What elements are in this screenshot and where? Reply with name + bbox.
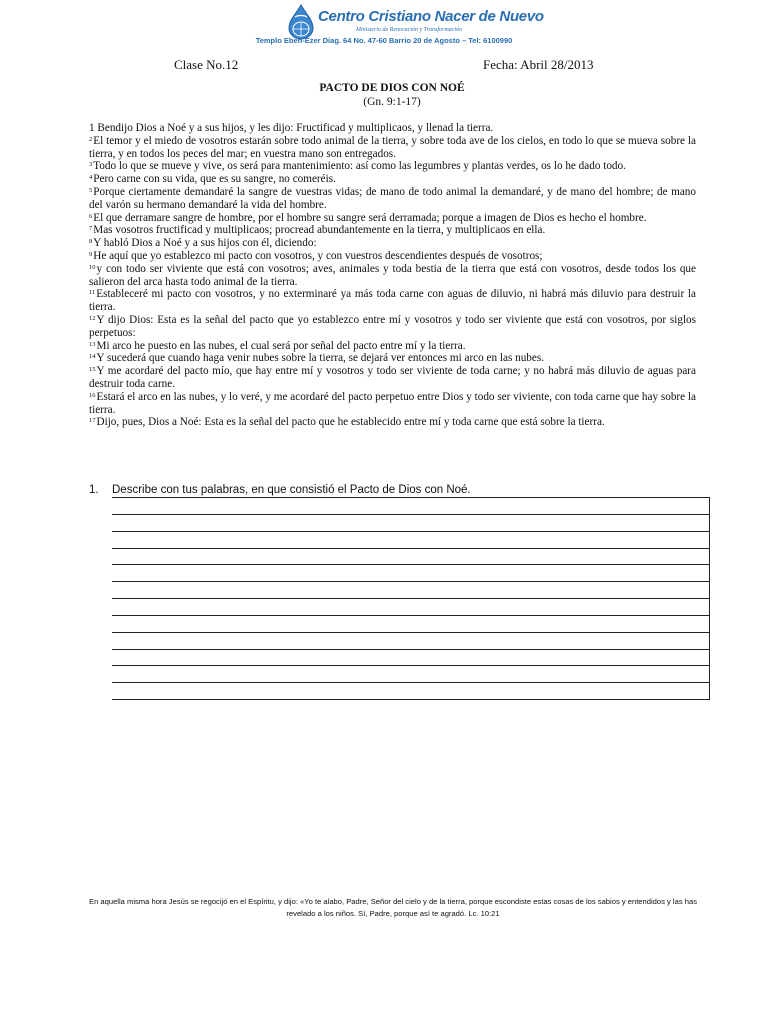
verse	[89, 237, 696, 250]
class-number: Clase No.12	[174, 57, 239, 72]
verse-number: 15	[89, 366, 96, 374]
verse-number: 6	[89, 212, 93, 220]
verse	[89, 340, 696, 353]
question-number: 1.	[89, 484, 99, 496]
verse-text: Estará el arco en las nubes, y lo veré, y me acordaré del pacto perpetuo entre Dios y todo ser viviente, con toda carne que hay sobre la tierra.	[89, 390, 696, 416]
answer-line[interactable]	[112, 632, 709, 633]
verse	[89, 365, 696, 391]
verse	[89, 212, 696, 225]
verse-text: Mas vosotros fructificad y multiplicaos; procread abundantemente en la tierra, y multiplicaos en ella.	[93, 224, 546, 237]
org-name: Centro Cristiano Nacer de Nuevo	[318, 8, 544, 25]
verse-text: Dijo, pues, Dios a Noé: Esta es la señal del pacto que he establecido entre mí y toda carne que está sobre la tierra.	[96, 416, 605, 429]
verse	[89, 352, 696, 365]
verse-number: 5	[89, 186, 93, 194]
verse-text: Pero carne con su vida, que es su sangre, no comeréis.	[93, 173, 336, 186]
verse-text: Y dijo Dios: Esta es la señal del pacto que yo establezco entre mí y vosotros y todo ser viviente que está con vosotros, por siglos perpetuos:	[89, 313, 696, 339]
verse	[89, 173, 696, 186]
verse-number: 2	[89, 135, 93, 143]
verse	[89, 122, 696, 135]
answer-line[interactable]	[112, 682, 709, 683]
verse-number: 12	[89, 314, 96, 322]
verse-text: Mi arco he puesto en las nubes, el cual será por señal del pacto entre mí y la tierra.	[96, 339, 466, 352]
answer-line[interactable]	[112, 548, 709, 549]
verse-text: Todo lo que se mueve y vive, os será para mantenimiento: así como las legumbres y plantas verdes, os lo he dado todo.	[93, 160, 626, 173]
question-text: Describe con tus palabras, en que consistió el Pacto de Dios con Noé.	[112, 484, 471, 496]
verse-number: 17	[89, 417, 96, 425]
answer-line[interactable]	[112, 699, 709, 700]
verse-number: 7	[89, 225, 93, 233]
answer-line[interactable]	[112, 649, 709, 650]
water-drop-globe-icon	[284, 4, 318, 40]
verse-number: 9	[89, 250, 93, 258]
verse-number: 3	[89, 161, 93, 169]
org-subtitle: Ministerio de Renovación y Transformación	[356, 27, 462, 33]
answer-line[interactable]	[112, 497, 709, 498]
answer-line[interactable]	[112, 514, 709, 515]
date: Fecha: Abril 28/2013	[483, 57, 594, 72]
header	[0, 0, 768, 50]
verse	[89, 160, 696, 173]
answer-lines[interactable]	[112, 497, 710, 700]
verse	[89, 186, 696, 212]
answer-line[interactable]	[112, 564, 709, 565]
verse-text: Estableceré mi pacto con vosotros, y no exterminaré ya más toda carne con aguas de diluvio, ni habrá más diluvio para destruir la tierra.	[89, 288, 696, 314]
verse	[89, 135, 696, 161]
page-title: PACTO DE DIOS CON NOÉ	[319, 82, 465, 94]
verse-number: 1	[89, 122, 95, 134]
verse-number: 13	[89, 340, 96, 348]
verse-text: Y sucederá que cuando haga venir nubes sobre la tierra, se dejará ver entonces mi arco en las nubes.	[96, 352, 545, 365]
verse-text: Porque ciertamente demandaré la sangre de vuestras vidas; de mano de todo animal la demandaré, y de mano del hombre; de mano del varón su hermano demandaré la vida del hombre.	[89, 185, 696, 211]
answer-line[interactable]	[112, 581, 709, 582]
verse-number: 16	[89, 391, 96, 399]
bible-reference: (Gn. 9:1-17)	[363, 96, 421, 108]
verse-number: 11	[89, 289, 96, 297]
verse	[89, 224, 696, 237]
footer-verse: En aquella misma hora Jesús se regocijó en el Espíritu, y dijo: «Yo te alabo, Padre, Señor del cielo y de la tierra, porque escondiste estas cosas de los sabios y entendidos y las has revelado a los niños. Sí, Padre, porque así te agradó. Lc. 10:21	[89, 897, 697, 918]
verse	[89, 288, 696, 314]
answer-line[interactable]	[112, 598, 709, 599]
verse-text: y con todo ser viviente que está con vosotros; aves, animales y toda bestia de la tierra que está con vosotros, desde todos los que salieron del arca hasta todo animal de la tierra.	[89, 262, 696, 288]
verse-text: Bendijo Dios a Noé y a sus hijos, y les dijo: Fructificad y multiplicaos, y llenad la tierra.	[97, 122, 494, 134]
verse-number: 14	[89, 353, 96, 361]
verse-text: Y me acordaré del pacto mío, que hay entre mí y vosotros y todo ser viviente de toda carne; y no habrá más diluvio de aguas para destruir toda carne.	[89, 365, 696, 390]
verse-number: 8	[89, 238, 93, 246]
verse	[89, 391, 696, 417]
verse-text: El que derramare sangre de hombre, por el hombre su sangre será derramada; porque a imagen de Dios es hecho el hombre.	[93, 211, 647, 224]
verse	[89, 416, 696, 429]
verse	[89, 263, 696, 289]
verse-list	[89, 122, 696, 429]
verse-text: He aquí que yo establezco mi pacto con vosotros, y con vuestros descendientes después de vosotros;	[93, 249, 543, 262]
verse-text: Y habló Dios a Noé y a sus hijos con él, diciendo:	[93, 237, 317, 250]
verse-number: 4	[89, 174, 93, 182]
verse-text: El temor y el miedo de vosotros estarán sobre todo animal de la tierra, y sobre toda ave de los cielos, en todo lo que se mueva sobre la tierra, y en todos los peces del mar; en vuestra mano son entregados.	[89, 134, 696, 160]
org-address: Templo Eben-Ezer Diag. 64 No. 47-60 Barrio 20 de Agosto – Tel: 6100990	[255, 36, 513, 45]
verse-number: 10	[89, 263, 96, 271]
question	[89, 484, 471, 496]
answer-line[interactable]	[112, 665, 709, 666]
verse	[89, 314, 696, 340]
verse	[89, 250, 696, 263]
answer-line[interactable]	[112, 615, 709, 616]
answer-line[interactable]	[112, 531, 709, 532]
